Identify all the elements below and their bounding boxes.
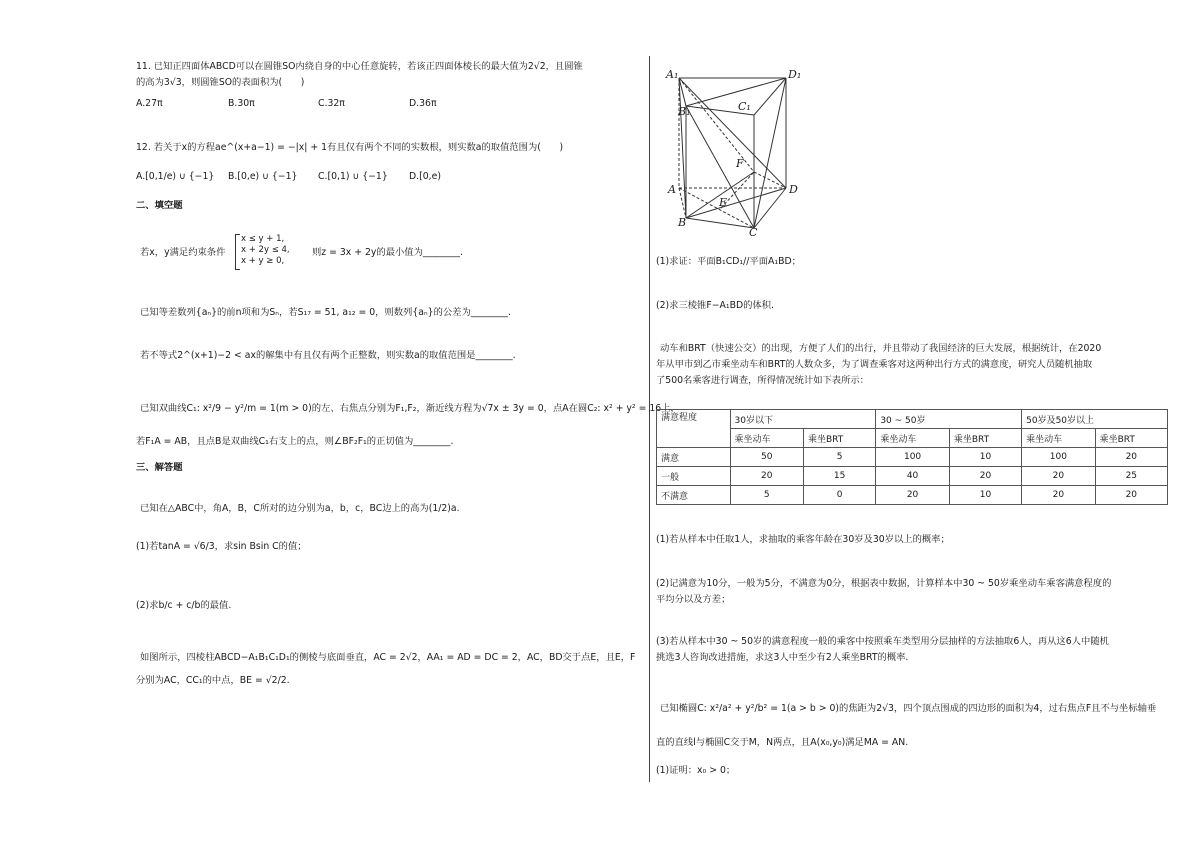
q11-text-line2: 的高为3√3，则圆锥SO的表面积为( ) xyxy=(136,77,305,88)
q11-option-d: D.36π xyxy=(409,98,437,109)
section-fill-blank-heading: 二、填空题 xyxy=(136,200,183,211)
table-subheader: 乘坐动车 xyxy=(730,429,804,448)
table-subheader: 乘坐BRT xyxy=(1095,429,1167,448)
table-subheader-row xyxy=(657,429,1168,448)
table-cell: 25 xyxy=(1095,467,1167,486)
fill2-text: 已知等差数列{aₙ}的前n项和为Sₙ，若S₁₇ = 51, a₁₂ = 0，则数列{aₙ}的公差为________. xyxy=(140,307,511,318)
edge-cd xyxy=(754,188,786,228)
label-a1: A₁ xyxy=(666,68,679,81)
table-cell: 20 xyxy=(949,467,1021,486)
section-answer-heading: 三、解答题 xyxy=(136,462,183,473)
ellipse-text-line1: 已知椭圆C: x²/a² + y²/b² = 1(a > b > 0)的焦距为2√3，四个顶点围成的四边形的面积为4，过右焦点F且不与坐标轴垂 xyxy=(660,703,1157,714)
edge-c1d1 xyxy=(754,78,786,115)
fill4-text-line2: 若F₁A = AB，且点B是双曲线C₁右支上的点，则∠BF₂F₁的正切值为________. xyxy=(136,436,454,447)
table-row-label: 一般 xyxy=(657,467,731,486)
table-cell: 20 xyxy=(1095,448,1167,467)
table-cell: 100 xyxy=(876,448,950,467)
table-subheader: 乘坐BRT xyxy=(949,429,1021,448)
fill1-eq3: x + y ≥ 0, xyxy=(241,256,285,266)
label-a: A xyxy=(668,183,676,196)
edge-a1d xyxy=(679,78,786,188)
table-cell: 20 xyxy=(730,467,804,486)
fill3-text: 若不等式2^(x+1)−2 < ax的解集中有且仅有两个正整数，则实数a的取值范围是________. xyxy=(140,350,516,361)
table-corner-cell: 满意程度 xyxy=(657,410,731,448)
table-group-header: 30 ~ 50岁 xyxy=(876,410,1022,429)
brt-question2-line2: 平均分以及方差； xyxy=(656,594,731,605)
label-b: B xyxy=(678,216,687,229)
fill4-text-line1: 已知双曲线C₁: x²/9 − y²/m = 1(m > 0)的左、右焦点分别为F₁,F₂，渐近线方程为√7x ± 3y = 0，点A在圆C₂: x² + y² = 16上， xyxy=(140,403,680,414)
table-header-row xyxy=(657,410,1168,429)
table-cell: 0 xyxy=(804,486,876,505)
edge-a1b xyxy=(679,78,686,218)
table-cell: 10 xyxy=(949,486,1021,505)
label-c1: C₁ xyxy=(738,100,751,113)
solve1-text: 已知在△ABC中，角A，B，C所对的边分别为a，b，c，BC边上的高为(1/2)a. xyxy=(140,503,460,514)
table-cell: 100 xyxy=(1022,448,1096,467)
label-d1: D₁ xyxy=(788,68,802,81)
table-cell: 15 xyxy=(804,467,876,486)
q12-option-b: B.[0,e) ∪ {−1} xyxy=(228,171,298,182)
prism-figure xyxy=(656,60,816,240)
brt-question1: (1)若从样本中任取1人，求抽取的乘客年龄在30岁及30岁以上的概率； xyxy=(656,534,950,545)
ellipse-text-line2: 直的直线l与椭圆C交于M，N两点，且A(x₀,y₀)满足MA = AN. xyxy=(656,737,909,748)
table-subheader: 乘坐动车 xyxy=(1022,429,1096,448)
edge-bf xyxy=(686,172,754,218)
label-d: D xyxy=(789,183,798,196)
q12-option-a: A.[0,1/e) ∪ {−1} xyxy=(136,171,215,182)
ellipse-question1: (1)证明：x₀ > 0； xyxy=(656,765,736,776)
solve1-part2: (2)求b/c + c/b的最值. xyxy=(136,600,232,611)
table-group-header: 50岁及50岁以上 xyxy=(1022,410,1168,429)
q12-option-d: D.[0,e) xyxy=(409,171,441,182)
q12-option-c: C.[0,1) ∪ {−1} xyxy=(318,171,388,182)
brt-intro-line1: 动车和BRT（快速公交）的出现，方便了人们的出行，并且带动了我国经济的巨大发展，根据统计，在2020 xyxy=(660,343,1102,354)
column-divider xyxy=(649,56,650,782)
q11-option-c: C.32π xyxy=(318,98,345,109)
table-row-label: 不满意 xyxy=(657,486,731,505)
brt-intro-line2: 年从甲市到乙市乘坐动车和BRT的人数众多，为了调查乘客对这两种出行方式的满意度，研究人员随机抽取 xyxy=(656,359,1093,370)
solve1-part1: (1)若tanA = √6/3，求sin Bsin C的值； xyxy=(136,541,307,552)
table-cell: 5 xyxy=(804,448,876,467)
edge-d1c xyxy=(754,78,786,228)
table-cell: 10 xyxy=(949,448,1021,467)
edge-fd-hidden xyxy=(754,172,786,188)
fill1-suffix: 则z = 3x + 2y的最小值为________. xyxy=(312,247,464,258)
table-group-header: 30岁以下 xyxy=(730,410,876,429)
fill1-prefix: 若x，y满足约束条件 xyxy=(140,247,226,258)
table-row xyxy=(657,486,1168,505)
fill1-eq2: x + 2y ≤ 4, xyxy=(241,245,290,255)
q11-text-line1: 11. 已知正四面体ABCD可以在圆锥SO内绕自身的中心任意旋转，若该正四面体棱长的最大值为2√2，且圆锥 xyxy=(136,61,583,72)
table-subheader: 乘坐BRT xyxy=(804,429,876,448)
label-b1: B₁ xyxy=(678,105,691,118)
table-cell: 20 xyxy=(876,486,950,505)
brt-question2-line1: (2)记满意为10分，一般为5分，不满意为0分，根据表中数据，计算样本中30 ~ 50岁乘坐动车乘客满意程度的 xyxy=(656,578,1112,589)
solve2-text-line2: 分别为AC，CC₁的中点，BE = √2/2. xyxy=(136,675,290,686)
q11-option-a: A.27π xyxy=(136,98,163,109)
table-cell: 50 xyxy=(730,448,804,467)
table-row-label: 满意 xyxy=(657,448,731,467)
q12-text: 12. 若关于x的方程ae^(x+a−1) = −|x| + 1有且仅有两个不同的实数根，则实数a的取值范围为( ) xyxy=(136,142,564,153)
table-subheader: 乘坐动车 xyxy=(876,429,950,448)
label-e: E xyxy=(719,196,728,209)
table-cell: 20 xyxy=(1022,486,1096,505)
table-cell: 5 xyxy=(730,486,804,505)
prism-question2: (2)求三棱锥F−A₁BD的体积. xyxy=(656,300,774,311)
prism-question1: (1)求证：平面B₁CD₁//平面A₁BD； xyxy=(656,256,801,267)
table-cell: 40 xyxy=(876,467,950,486)
table-row xyxy=(657,467,1168,486)
table-cell: 20 xyxy=(1095,486,1167,505)
label-c: C xyxy=(749,226,758,239)
fill1-brace xyxy=(235,234,240,270)
edge-bd xyxy=(686,188,786,218)
q11-option-b: B.30π xyxy=(228,98,255,109)
label-f: F xyxy=(736,157,744,170)
satisfaction-table xyxy=(656,409,1168,505)
brt-intro-line3: 了500名乘客进行调查，所得情况统计如下表所示： xyxy=(656,375,869,386)
brt-question3-line1: (3)若从样本中30 ~ 50岁的满意程度一般的乘客中按照乘车类型用分层抽样的方法抽取6人，再从这6人中随机 xyxy=(656,636,1109,647)
table-row xyxy=(657,448,1168,467)
edge-bc xyxy=(686,218,754,228)
fill1-eq1: x ≤ y + 1, xyxy=(241,234,285,244)
table-cell: 20 xyxy=(1022,467,1096,486)
solve2-text-line1: 如图所示，四棱柱ABCD−A₁B₁C₁D₁的侧棱与底面垂直，AC = 2√2，AA₁ = AD = DC = 2，AC，BD交于点E，且E，F xyxy=(140,652,636,663)
brt-question3-line2: 挑选3人咨询改进措施，求这3人中至少有2人乘坐BRT的概率. xyxy=(656,652,909,663)
edge-b1d1 xyxy=(686,78,786,106)
